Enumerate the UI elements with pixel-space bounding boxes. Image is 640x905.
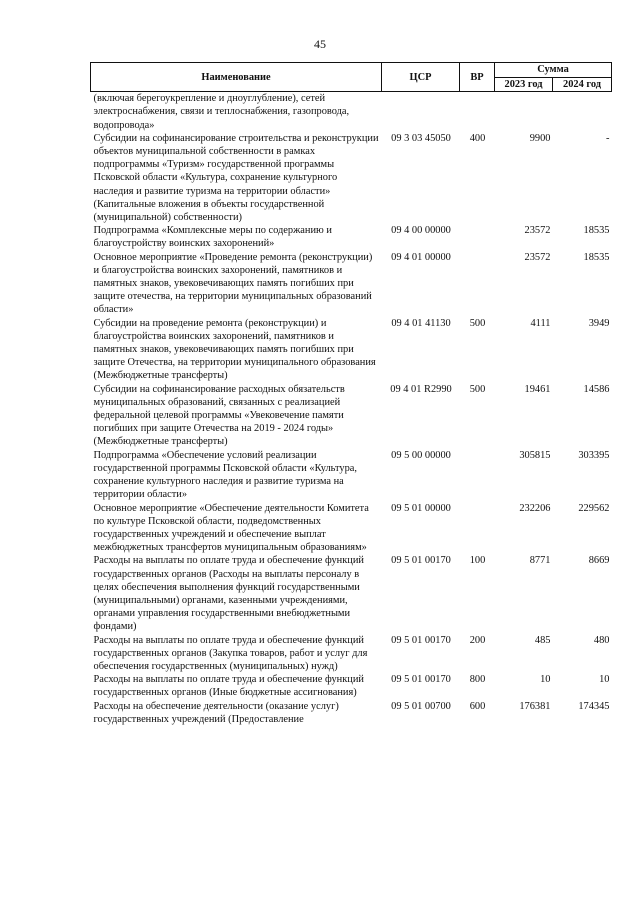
- row-name: (включая берегоукрепление и дноуглубление), сетей электроснабжения, связи и теплоснабжения, газопровода, водопровода»: [93, 93, 350, 131]
- column-header-vr: ВР: [460, 63, 495, 92]
- table-body: [91, 92, 612, 726]
- row-sum-2023: 19461: [524, 383, 551, 395]
- row-sum-2023: 485: [534, 634, 551, 646]
- row-csr: 09 4 01 00000: [391, 251, 451, 263]
- row-csr: 09 5 01 00170: [391, 555, 451, 567]
- row-csr: 09 5 01 00700: [391, 700, 451, 712]
- row-sum-2023: 4111: [530, 317, 551, 329]
- column-header-sum: Сумма: [495, 63, 612, 78]
- row-sum-2023: [495, 92, 553, 132]
- row-vr: [460, 449, 495, 502]
- row-csr: 09 3 03 45050: [391, 132, 451, 144]
- row-name: Субсидии на проведение ремонта (реконструкции) и благоустройства воинских захоронений, памятников и памятных знаков, увековечивающих память погибших при защите Отечества, на территории муниципального образования (Межбюджетные трансферты): [93, 317, 376, 382]
- row-sum-2024: [553, 92, 612, 132]
- row-sum-2024: 229562: [578, 502, 610, 514]
- row-csr: 09 5 01 00000: [391, 502, 451, 514]
- table-row: [91, 251, 612, 317]
- row-csr: 09 4 00 00000: [391, 225, 451, 237]
- row-sum-2024: 18535: [583, 225, 610, 237]
- row-sum-2023: 23572: [524, 251, 551, 263]
- row-sum-2023: 232206: [519, 502, 551, 514]
- row-vr: [460, 251, 495, 317]
- row-sum-2023: 8771: [529, 555, 551, 567]
- row-sum-2023: 10: [540, 674, 551, 686]
- row-sum-2024: 303395: [578, 449, 610, 461]
- table-row: [91, 673, 612, 699]
- row-vr: 100: [469, 555, 486, 567]
- table-row: [91, 92, 612, 132]
- row-vr: [460, 92, 495, 132]
- row-vr: 500: [469, 383, 486, 395]
- row-sum-2024: 480: [593, 634, 610, 646]
- row-sum-2024: 14586: [583, 383, 610, 395]
- row-name: Основное мероприятие «Проведение ремонта (реконструкции) и благоустройства воинских захоронений, памятников и памятных знаков, увековечивающих память погибших при защите отечества, на территории муниципальных образований области»: [93, 251, 373, 316]
- row-vr: [460, 224, 495, 250]
- table-row: [91, 502, 612, 555]
- row-name: Основное мероприятие «Обеспечение деятельности Комитета по культуре Псковской области, подведомственных государственных учреждений и обеспечение выплат межбюджетных трансфертов муниципальным образованиям»: [93, 502, 369, 554]
- row-vr: 800: [469, 674, 486, 686]
- row-csr: 09 5 01 00170: [391, 674, 451, 686]
- row-sum-2024: 10: [599, 674, 610, 686]
- row-name: Расходы на обеспечение деятельности (оказание услуг) государственных учреждений (Предоставление: [93, 700, 339, 725]
- row-name: Расходы на выплаты по оплате труда и обеспечение функций государственных органов (Иные бюджетные ассигнования): [93, 674, 364, 699]
- column-header-name: Наименование: [91, 63, 382, 92]
- row-csr: [382, 92, 460, 132]
- row-vr: [460, 502, 495, 555]
- row-sum-2023: 9900: [529, 132, 551, 144]
- table-row: [91, 224, 612, 250]
- table-row: [91, 554, 612, 633]
- row-sum-2024: 3949: [588, 317, 610, 329]
- row-sum-2023: 23572: [524, 225, 551, 237]
- row-csr: 09 5 01 00170: [391, 634, 451, 646]
- column-header-2023: 2023 год: [495, 78, 553, 92]
- row-sum-2024: 8669: [588, 555, 610, 567]
- table-row: [91, 634, 612, 674]
- table-row: [91, 383, 612, 449]
- row-name: Расходы на выплаты по оплате труда и обеспечение функций государственных органов (Расходы на выплаты персоналу в целях обеспечения выполнения функций государственными (муниципальными) органами, казенными учреждениями, органами управления государственными внебюджетными фондами): [93, 555, 364, 633]
- table-header: [91, 63, 612, 92]
- row-vr: 200: [469, 634, 486, 646]
- row-csr: 09 5 00 00000: [391, 449, 451, 461]
- budget-table: [90, 62, 612, 726]
- row-name: Субсидии на софинансирование расходных обязательств муниципальных образований, связанных с реализацией федеральной целевой программы «Увековечение памяти погибших при защите Отечества на 2019 - 2024 годы» (Межбюджетные трансферты): [93, 383, 345, 448]
- row-sum-2023: 176381: [519, 700, 551, 712]
- table-row: [91, 449, 612, 502]
- row-csr: 09 4 01 41130: [391, 317, 451, 329]
- row-vr: 500: [469, 317, 486, 329]
- row-name: Субсидии на софинансирование строительства и реконструкции объектов муниципальной собственности в рамках подпрограммы «Туризм» государственной программы Псковской области «Культура, сохранение культурного наследия и развитие туризма на территории области» (Капитальные вложения в объекты государственной (муниципальной) собственности): [93, 132, 379, 224]
- page-number: 45: [314, 37, 326, 51]
- table-row: [91, 700, 612, 726]
- row-sum-2024: 174345: [578, 700, 610, 712]
- row-sum-2024: 18535: [583, 251, 610, 263]
- row-vr: 400: [469, 132, 486, 144]
- row-sum-2024: -: [606, 132, 610, 144]
- row-csr: 09 4 01 R2990: [390, 383, 452, 395]
- row-vr: 600: [469, 700, 486, 712]
- row-name: Подпрограмма «Обеспечение условий реализации государственной программы Псковской области «Культура, сохранение культурного наследия и развитие туризма на территории области»: [93, 449, 358, 501]
- column-header-csr: ЦСР: [382, 63, 460, 92]
- column-header-2024: 2024 год: [553, 78, 612, 92]
- row-name: Расходы на выплаты по оплате труда и обеспечение функций государственных органов (Закупка товаров, работ и услуг для обеспечения государственных (муниципальных) нужд): [93, 634, 368, 672]
- table-row: [91, 132, 612, 224]
- table-row: [91, 317, 612, 383]
- row-name: Подпрограмма «Комплексные меры по содержанию и благоустройству воинских захоронений»: [93, 225, 332, 250]
- row-sum-2023: 305815: [519, 449, 551, 461]
